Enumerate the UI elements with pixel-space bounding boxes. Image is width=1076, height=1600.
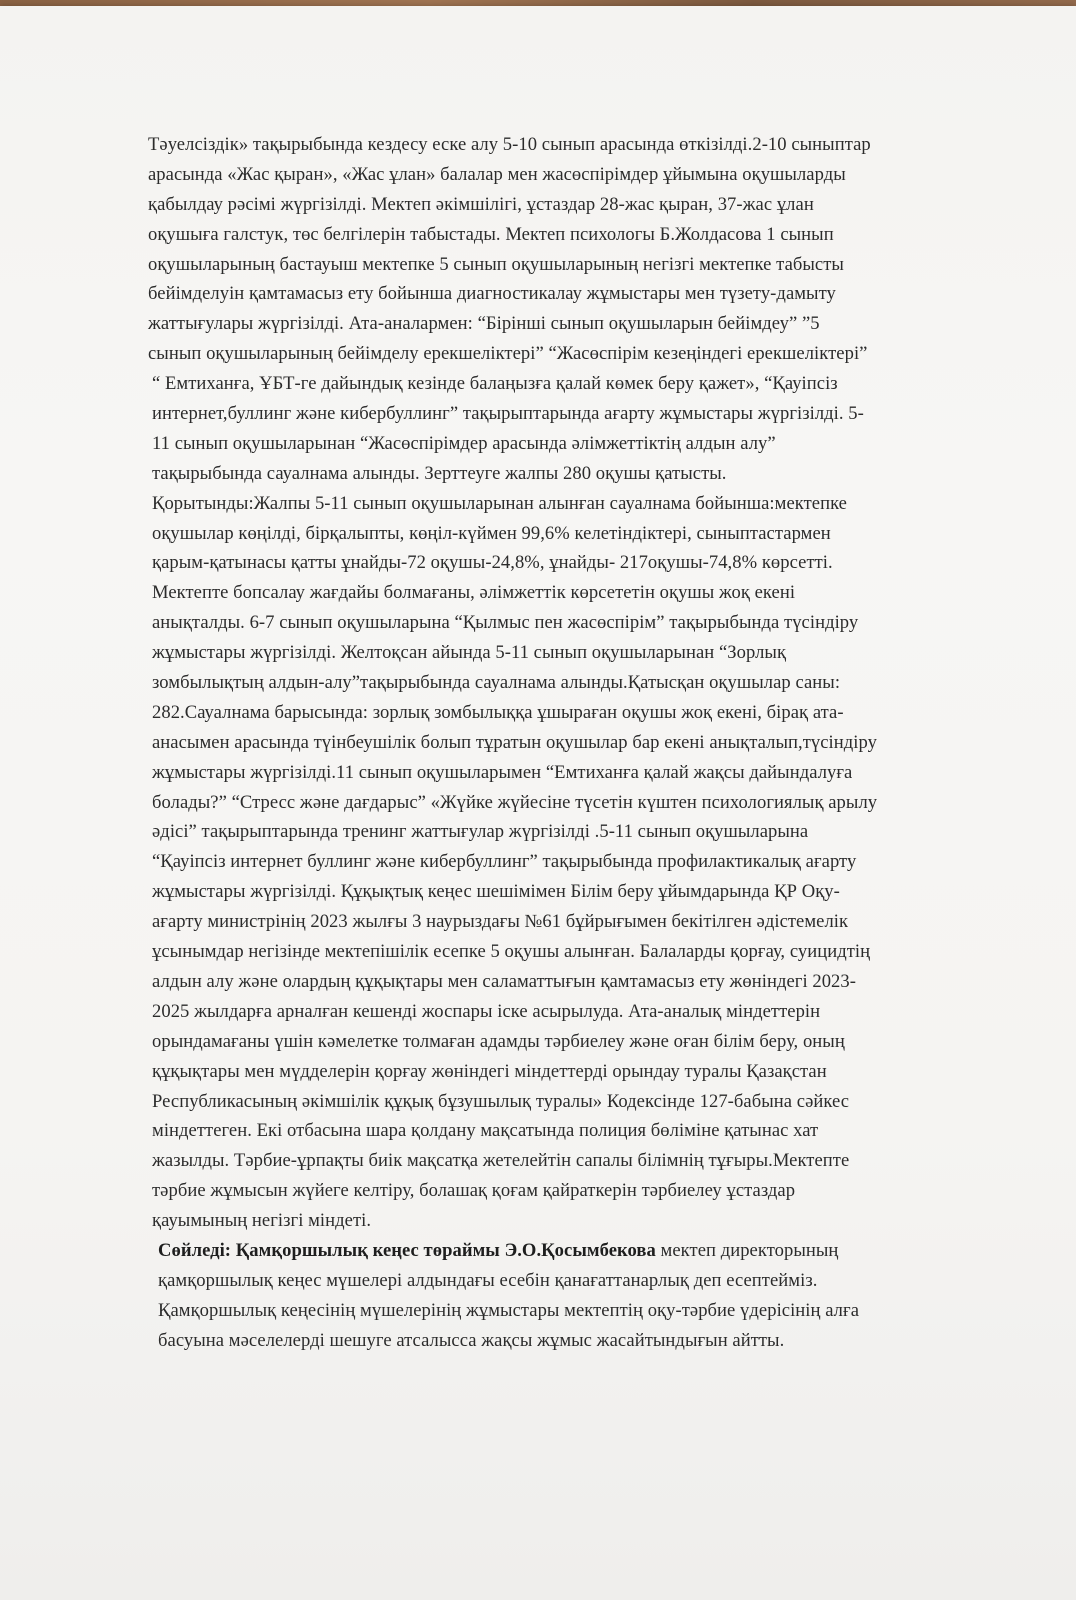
- text-line: [148, 309, 996, 339]
- text-line: [148, 728, 996, 758]
- text-line: [148, 817, 996, 847]
- text-line-content: басуына мәселелерді шешуге атсалысса жақсы жұмыс жасайтындығын айтты.: [158, 1329, 785, 1351]
- text-line: [148, 160, 996, 190]
- text-line-content: Қамқоршылық кеңесінің мүшелерінің жұмыстары мектептің оқу-тәрбие үдерісінің алға: [158, 1299, 859, 1321]
- text-line: [148, 907, 996, 937]
- text-line-content: анасымен арасында түінбеушілік болып тұратын оқушылар бар екені анықталып,түсіндіру: [152, 731, 877, 753]
- document-body: [148, 130, 996, 1356]
- text-line-content: міндеттеген. Екі отбасына шара қолдану мақсатында полиция бөліміне қатынас хат: [152, 1120, 819, 1142]
- text-line: [148, 578, 996, 608]
- text-line: [148, 220, 996, 250]
- text-line-content: оқушыларының бастауыш мектепке 5 сынып оқушыларының негізгі мектепке табысты: [148, 253, 844, 275]
- text-line: [148, 1176, 996, 1206]
- text-line-content: ұсынымдар негізінде мектепішілік есепке 5 оқушы алынған. Балаларды қорғау, суицидтің: [152, 941, 871, 963]
- text-line: [148, 937, 996, 967]
- text-line-content: оқушыға галстук, төс белгілерін табыстады. Мектеп психологы Б.Жолдасова 1 сынып: [148, 223, 834, 245]
- text-line-content: құқықтары мен мүдделерін қорғау жөніндегі міндеттерді орындау туралы Қазақстан: [152, 1060, 827, 1082]
- text-line-content: жұмыстары жүргізілді. Желтоқсан айында 5-11 сынып оқушыларынан “Зорлық: [152, 642, 787, 664]
- text-line-content: “Қауіпсіз интернет буллинг және кибербуллинг” тақырыбында профилактикалық ағарту: [152, 851, 857, 873]
- text-line-content: әдісі” тақырыптарында тренинг жаттығулар жүргізілді .5-11 сынып оқушыларына: [152, 821, 809, 843]
- text-line: [148, 250, 996, 280]
- text-line-content: оқушылар көңілді, бірқалыпты, көңіл-күймен 99,6% келетіндіктері, сыныптастармен: [152, 522, 831, 544]
- text-line: [148, 399, 996, 429]
- text-line-content: жазылды. Тәрбие-ұрпақты биік мақсатқа жетелейтін сапалы білімнің тұғыры.Мектепте: [152, 1150, 850, 1172]
- text-line-content: қарым-қатынасы қатты ұнайды-72 оқушы-24,8%, ұнайды- 217оқушы-74,8% көрсетті.: [152, 552, 833, 574]
- text-line: [148, 1116, 996, 1146]
- text-line-content: болады?” “Стресс және дағдарыс” «Жүйке жүйесіне түсетін күштен психологиялық арылу: [152, 791, 878, 813]
- speaker-name: Сөйледі: Қамқоршылық кеңес төраймы Э.О.Қосымбекова: [158, 1239, 656, 1261]
- text-line: [148, 1206, 996, 1236]
- text-line-content: жұмыстары жүргізілді.11 сынып оқушыларымен “Емтиханға қалай жақсы дайындалуға: [152, 761, 853, 783]
- text-line-content: жұмыстары жүргізілді. Құқықтық кеңес шешімімен Білім беру ұйымдарында ҚР Оқу-: [152, 881, 840, 903]
- text-line: [148, 1146, 996, 1176]
- text-line: [148, 1087, 996, 1117]
- text-line-content: сынып оқушыларының бейімделу ерекшеліктері” “Жасөспірім кезеңіндегі ерекшеліктері”: [148, 343, 868, 365]
- text-line-content: 282.Сауалнама барысында: зорлық зомбылыққа ұшыраған оқушы жоқ екені, бірақ ата-: [152, 701, 844, 723]
- text-line-content: жаттығулары жүргізілді. Ата-аналармен: “Бірінші сынып оқушыларын бейімдеу” ”5: [148, 313, 820, 335]
- text-line: [148, 190, 996, 220]
- text-line-content: Республикасының әкімшілік құқық бұзушылық туралы» Кодексінде 127-бабына сәйкес: [152, 1090, 850, 1112]
- text-line-content: Қорытынды:Жалпы 5-11 сынып оқушыларынан алынған сауалнама бойынша:мектепке: [152, 492, 847, 514]
- text-line-content: бейімделуін қамтамасыз ету бойынша диагностикалау жұмыстары мен түзету-дамыту: [148, 283, 836, 305]
- text-line: [148, 459, 996, 489]
- text-line: [148, 638, 996, 668]
- text-line: [148, 1057, 996, 1087]
- text-line-content: қабылдау рәсімі жүргізілді. Мектеп әкімшілігі, ұстаздар 28-жас қыран, 37-жас ұлан: [148, 193, 814, 215]
- text-line-content: Мектепте бопсалау жағдайы болмағаны, әлімжеттік көрсететін оқушы жоқ екені: [152, 582, 796, 604]
- text-line: [148, 489, 996, 519]
- text-line-content: арасында «Жас қыран», «Жас ұлан» балалар мен жасөспірімдер ұйымына оқушыларды: [148, 163, 846, 185]
- text-line: [148, 847, 996, 877]
- text-line-content: 2025 жылдарға арналған кешенді жоспары іске асырылуда. Ата-аналық міндеттерін: [152, 1000, 821, 1022]
- text-line: [148, 519, 996, 549]
- text-line: [148, 668, 996, 698]
- text-line: [148, 1266, 996, 1296]
- text-line: [148, 1296, 996, 1326]
- text-line-content: алдын алу және олардың құқықтары мен саламаттығын қамтамасыз ету жөніндегі 2023-: [152, 970, 856, 992]
- text-line: [148, 967, 996, 997]
- text-line: [148, 339, 996, 369]
- text-line-content: интернет,буллинг және кибербуллинг” тақырыптарында ағарту жұмыстары жүргізілді. 5-: [152, 403, 864, 425]
- text-line: [148, 788, 996, 818]
- text-line-content: қауымының негізгі міндеті.: [152, 1210, 372, 1232]
- text-line: [148, 997, 996, 1027]
- text-line: [148, 429, 996, 459]
- text-line-content: ағарту министрінің 2023 жылғы 3 наурыздағы №61 бұйрығымен бекітілген әдістемелік: [152, 911, 849, 933]
- text-line: [148, 1236, 996, 1266]
- text-line: [148, 130, 996, 160]
- text-line: [148, 1027, 996, 1057]
- text-line: [148, 1326, 996, 1356]
- text-line-content: орындамағаны үшін кәмелетке толмаған адамды тәрбиелеу және оған білім беру, оның: [152, 1030, 845, 1052]
- text-line-content: қамқоршылық кеңес мүшелері алдындағы есебін қанағаттанарлық деп есептейміз.: [158, 1269, 818, 1291]
- text-line-content: мектеп директорының: [655, 1239, 839, 1261]
- text-line: [148, 279, 996, 309]
- text-line: [148, 698, 996, 728]
- text-line-content: тақырыбында сауалнама алынды. Зерттеуге жалпы 280 оқушы қатысты.: [152, 462, 727, 484]
- text-line-content: зомбылықтың алдын-алу”тақырыбында сауалнама алынды.Қатысқан оқушылар саны:: [152, 672, 841, 694]
- text-line-content: анықталды. 6-7 сынып оқушыларына “Қылмыс пен жасөспірім” тақырыбында түсіндіру: [152, 612, 859, 634]
- text-line-content: “ Емтиханға, ҰБТ-ге дайындық кезінде балаңызға қалай көмек беру қажет», “Қауіпсіз: [152, 373, 838, 395]
- text-line-content: Тәуелсіздік» тақырыбында кездесу еске алу 5-10 сынып арасында өткізілді.2-10 сыныптар: [148, 134, 871, 155]
- document-page: [0, 6, 1076, 1600]
- text-line: [148, 369, 996, 399]
- text-line-content: 11 сынып оқушыларынан “Жасөспірімдер арасында әлімжеттіктің алдын алу”: [152, 432, 776, 454]
- text-line-content: тәрбие жұмысын жүйеге келтіру, болашақ қоғам қайраткерін тәрбиелеу ұстаздар: [152, 1180, 796, 1202]
- text-line: [148, 877, 996, 907]
- text-line: [148, 548, 996, 578]
- text-line: [148, 758, 996, 788]
- text-line: [148, 608, 996, 638]
